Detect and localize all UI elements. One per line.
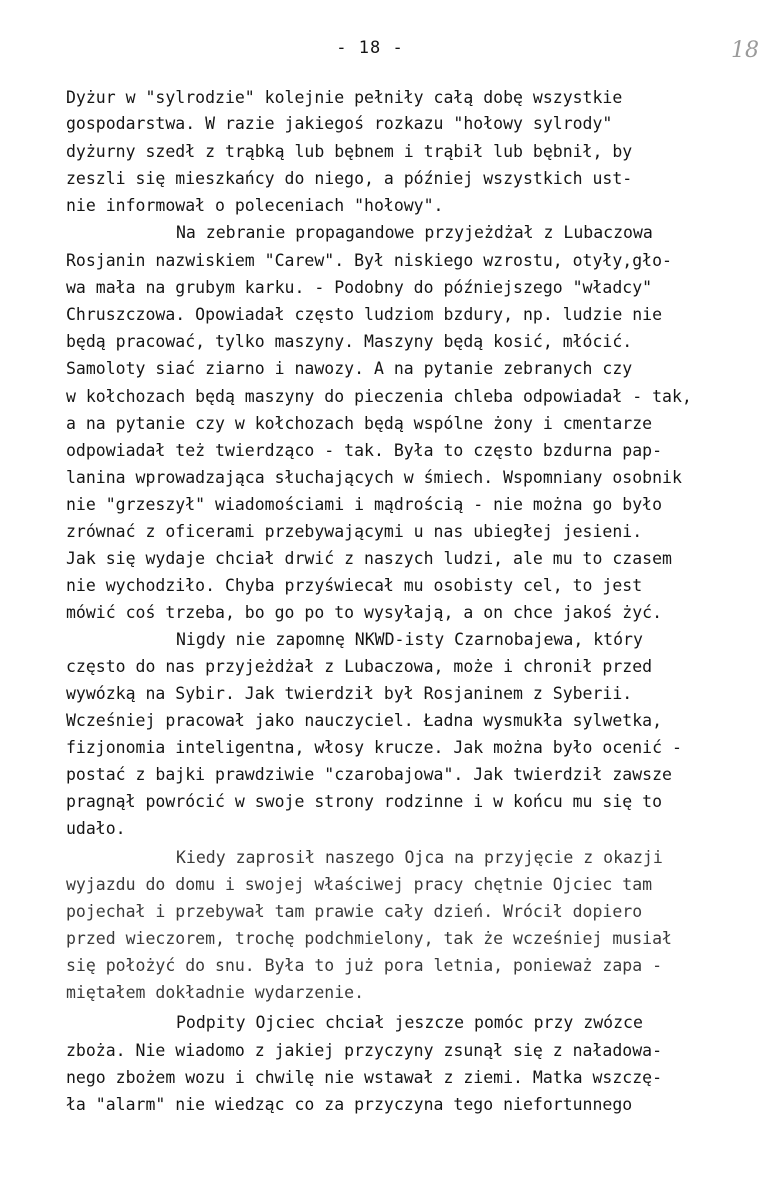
text-line: a na pytanie czy w kołchozach będą wspólne żony i cmentarze [66, 414, 653, 433]
text-line: wa mała na grubym karku. - Podobny do późniejszego "władcy" [66, 278, 653, 297]
text-line: gospodarstwa. W razie jakiegoś rozkazu "hołowy sylrody" [66, 114, 613, 133]
paragraph-start-line: Kiedy zaprosił naszego Ojca na przyjęcie z okazji [176, 848, 663, 867]
paragraph-start-line: Podpity Ojciec chciał jeszcze pomóc przy zwózce [176, 1013, 643, 1032]
text-line: się położyć do snu. Była to już pora letnia, ponieważ zapa - [66, 956, 663, 975]
text-line: nego zbożem wozu i chwilę nie wstawał z ziemi. Matka wszczę- [66, 1068, 663, 1087]
text-line: lanina wprowadzająca słuchających w śmiech. Wspomniany osobnik [66, 468, 682, 487]
text-line: Jak się wydaje chciał drwić z naszych ludzi, ale mu to czasem [66, 549, 672, 568]
text-line: często do nas przyjeżdżał z Lubaczowa, może i chronił przed [66, 657, 653, 676]
text-line: nie "grzeszył" wiadomościami i mądrością - nie można go było [66, 495, 663, 514]
text-line: postać z bajki prawdziwie "czarobajowa". Jak twierdził zawsze [66, 765, 672, 784]
text-line: Wcześniej pracował jako nauczyciel. Ładna wysmukła sylwetka, [66, 711, 663, 730]
text-line: w kołchozach będą maszyny do pieczenia chleba odpowiadał - tak, [66, 387, 692, 406]
text-line: Rosjanin nazwiskiem "Carew". Był niskiego wzrostu, otyły,gło- [66, 251, 672, 270]
paragraph-start-line: Nigdy nie zapomnę NKWD-isty Czarnobajewa, który [176, 630, 643, 649]
text-line: wyjazdu do domu i swojej właściwej pracy chętnie Ojciec tam [66, 875, 653, 894]
text-line: zeszli się mieszkańcy do niego, a później wszystkich ust- [66, 169, 633, 188]
text-line: Chruszczowa. Opowiadał często ludziom bzdury, np. ludzie nie [66, 305, 663, 324]
text-line: będą pracować, tylko maszyny. Maszyny będą kosić, młócić. [66, 332, 633, 351]
text-line: udało. [66, 819, 126, 838]
text-line: zrównać z oficerami przebywającymi u nas ubiegłej jesieni. [66, 522, 643, 541]
text-line: ła "alarm" nie wiedząc co za przyczyna tego niefortunnego [66, 1095, 633, 1114]
text-line: miętałem dokładnie wydarzenie. [66, 983, 365, 1002]
text-line: zboża. Nie wiadomo z jakiej przyczyny zsunął się z naładowa- [66, 1041, 663, 1060]
text-line: pojechał i przebywał tam prawie cały dzień. Wrócił dopiero [66, 902, 643, 921]
text-line: przed wieczorem, trochę podchmielony, tak że wcześniej musiał [66, 929, 672, 948]
text-line: pragnął powrócić w swoje strony rodzinne i w końcu mu się to [66, 792, 663, 811]
handwritten-page-number: 18 [731, 38, 759, 63]
text-line: nie informował o poleceniach "hołowy". [66, 196, 444, 215]
text-line: odpowiadał też twierdząco - tak. Była to często bzdurna pap- [66, 441, 663, 460]
text-line: fizjonomia inteligentna, włosy krucze. Jak można było ocenić - [66, 738, 682, 757]
text-line: dyżurny szedł z trąbką lub bębnem i trąbił lub bębnił, by [66, 142, 633, 161]
text-line: nie wychodziło. Chyba przyświecał mu osobisty cel, to jest [66, 576, 643, 595]
text-line: Samoloty siać ziarno i nawozy. A na pytanie zebranych czy [66, 359, 633, 378]
paragraph-start-line: Na zebranie propagandowe przyjeżdżał z Lubaczowa [176, 223, 653, 242]
text-line: wywózką na Sybir. Jak twierdził był Rosjaninem z Syberii. [66, 684, 633, 703]
text-line: mówić coś trzeba, bo go po to wysyłają, a on chce jakoś żyć. [66, 603, 663, 622]
page-number: - 18 - [336, 38, 404, 58]
text-line: Dyżur w "sylrodzie" kolejnie pełniły całą dobę wszystkie [66, 88, 623, 107]
